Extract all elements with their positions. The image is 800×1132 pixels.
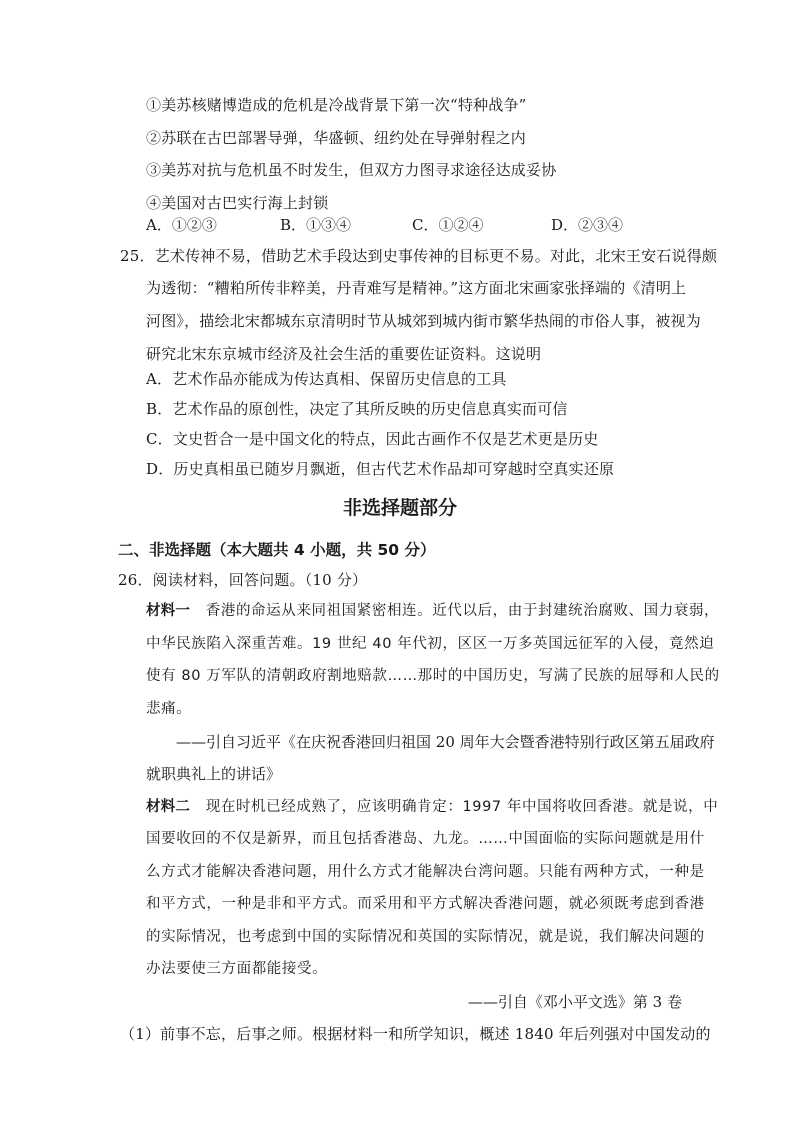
- part-title: 非选择题部分: [342, 497, 457, 519]
- material1-source-2: 就职典礼上的讲话》: [146, 765, 282, 783]
- q25-stem-line-2: 为透彻：“糟粕所传非粹美，丹青难写是精神。”这方面北宋画家张择端的《清明上: [146, 279, 687, 297]
- q24-option-a: A．①②③: [146, 216, 217, 234]
- material2-label: 材料二: [146, 799, 191, 815]
- material2-line-2: 国要收回的不仅是新界，而且包括香港岛、九龙。……中国面临的实际问题就是用什: [146, 831, 705, 847]
- q24-option-c: C．①②④: [412, 216, 484, 234]
- q25-option-a: A．艺术作品亦能成为传达真相、保留历史信息的工具: [146, 370, 507, 388]
- q26-stem: 26．阅读材料，回答问题。（10 分）: [118, 571, 368, 589]
- q25-stem-line-4: 研究北宋东京城市经济及社会生活的重要佐证资料。这说明: [146, 345, 542, 363]
- material2-line-4: 和平方式，一种是非和平方式。而采用和平方式解决香港问题，就必须既考虑到香港: [146, 896, 705, 912]
- q24-item-4: ④美国对古巴实行海上封锁: [146, 194, 329, 212]
- material1-line-1: [146, 601, 719, 621]
- q24-item-3: ③美苏对抗与危机虽不时发生，但双方力图寻求途径达成妥协: [146, 161, 557, 179]
- q25-stem-line-3: 河图》，描绘北宋都城东京清明时节从城郊到城内街市繁华热闹的市俗人事，被视为: [146, 312, 701, 330]
- q25-stem-line-1: 25．艺术传神不易，借助艺术手段达到史事传神的目标更不易。对此，北宋王安石说得颇: [120, 247, 718, 265]
- section-title: 二、非选择题（本大题共 4 小题，共 50 分）: [118, 541, 436, 559]
- material1-source-1: ——引自习近平《在庆祝香港回归祖国 20 周年大会暨香港特别行政区第五届政府: [176, 733, 715, 751]
- material1-label: 材料一: [146, 603, 191, 619]
- q24-item-2: ②苏联在古巴部署导弹，华盛顿、纽约处在导弹射程之内: [146, 129, 527, 147]
- material1-line-2: 中华民族陷入深重苦难。19 世纪 40 年代初，区区一万多英国远征军的入侵，竟然迫: [146, 636, 715, 652]
- material1-line-3: 使有 80 万军队的清朝政府割地赔款……那时的中国历史，写满了民族的屈辱和人民的: [146, 668, 720, 684]
- material2-line-6: 办法要使三方面都能接受。: [146, 961, 328, 977]
- material2-source: ——引自《邓小平文选》第 3 卷: [467, 993, 682, 1011]
- material1-line-4: 悲痛。: [146, 701, 192, 717]
- q26-sub1: （1）前事不忘，后事之师。根据材料一和所学知识，概述 1840 年后列强对中国发动的: [120, 1025, 711, 1043]
- q25-option-d: D．历史真相虽已随岁月飘逝，但古代艺术作品却可穿越时空真实还原: [146, 460, 615, 478]
- material1-text-1: 香港的命运从来同祖国紧密相连。近代以后，由于封建统治腐败、国力衰弱，: [205, 603, 720, 619]
- q25-option-b: B．艺术作品的原创性，决定了其所反映的历史信息真实而可信: [146, 400, 568, 418]
- q24-item-1: ①美苏核赌博造成的危机是冷战背景下第一次“特种战争”: [146, 96, 527, 114]
- q24-option-d: D．②③④: [551, 216, 624, 234]
- material2-line-1: [146, 797, 718, 817]
- q24-option-b: B．①③④: [280, 216, 352, 234]
- q25-option-c: C．文史哲合一是中国文化的特点，因此古画作不仅是艺术更是历史: [146, 430, 599, 448]
- material2-line-5: 的实际情况，也考虑到中国的实际情况和英国的实际情况，就是说，我们解决问题的: [146, 929, 705, 945]
- material2-line-3: 么方式才能解决香港问题，用什么方式才能解决台湾问题。只能有两种方式，一种是: [146, 864, 705, 880]
- material2-text-1: 现在时机已经成熟了，应该明确肯定：1997 年中国将收回香港。就是说，中: [205, 799, 719, 815]
